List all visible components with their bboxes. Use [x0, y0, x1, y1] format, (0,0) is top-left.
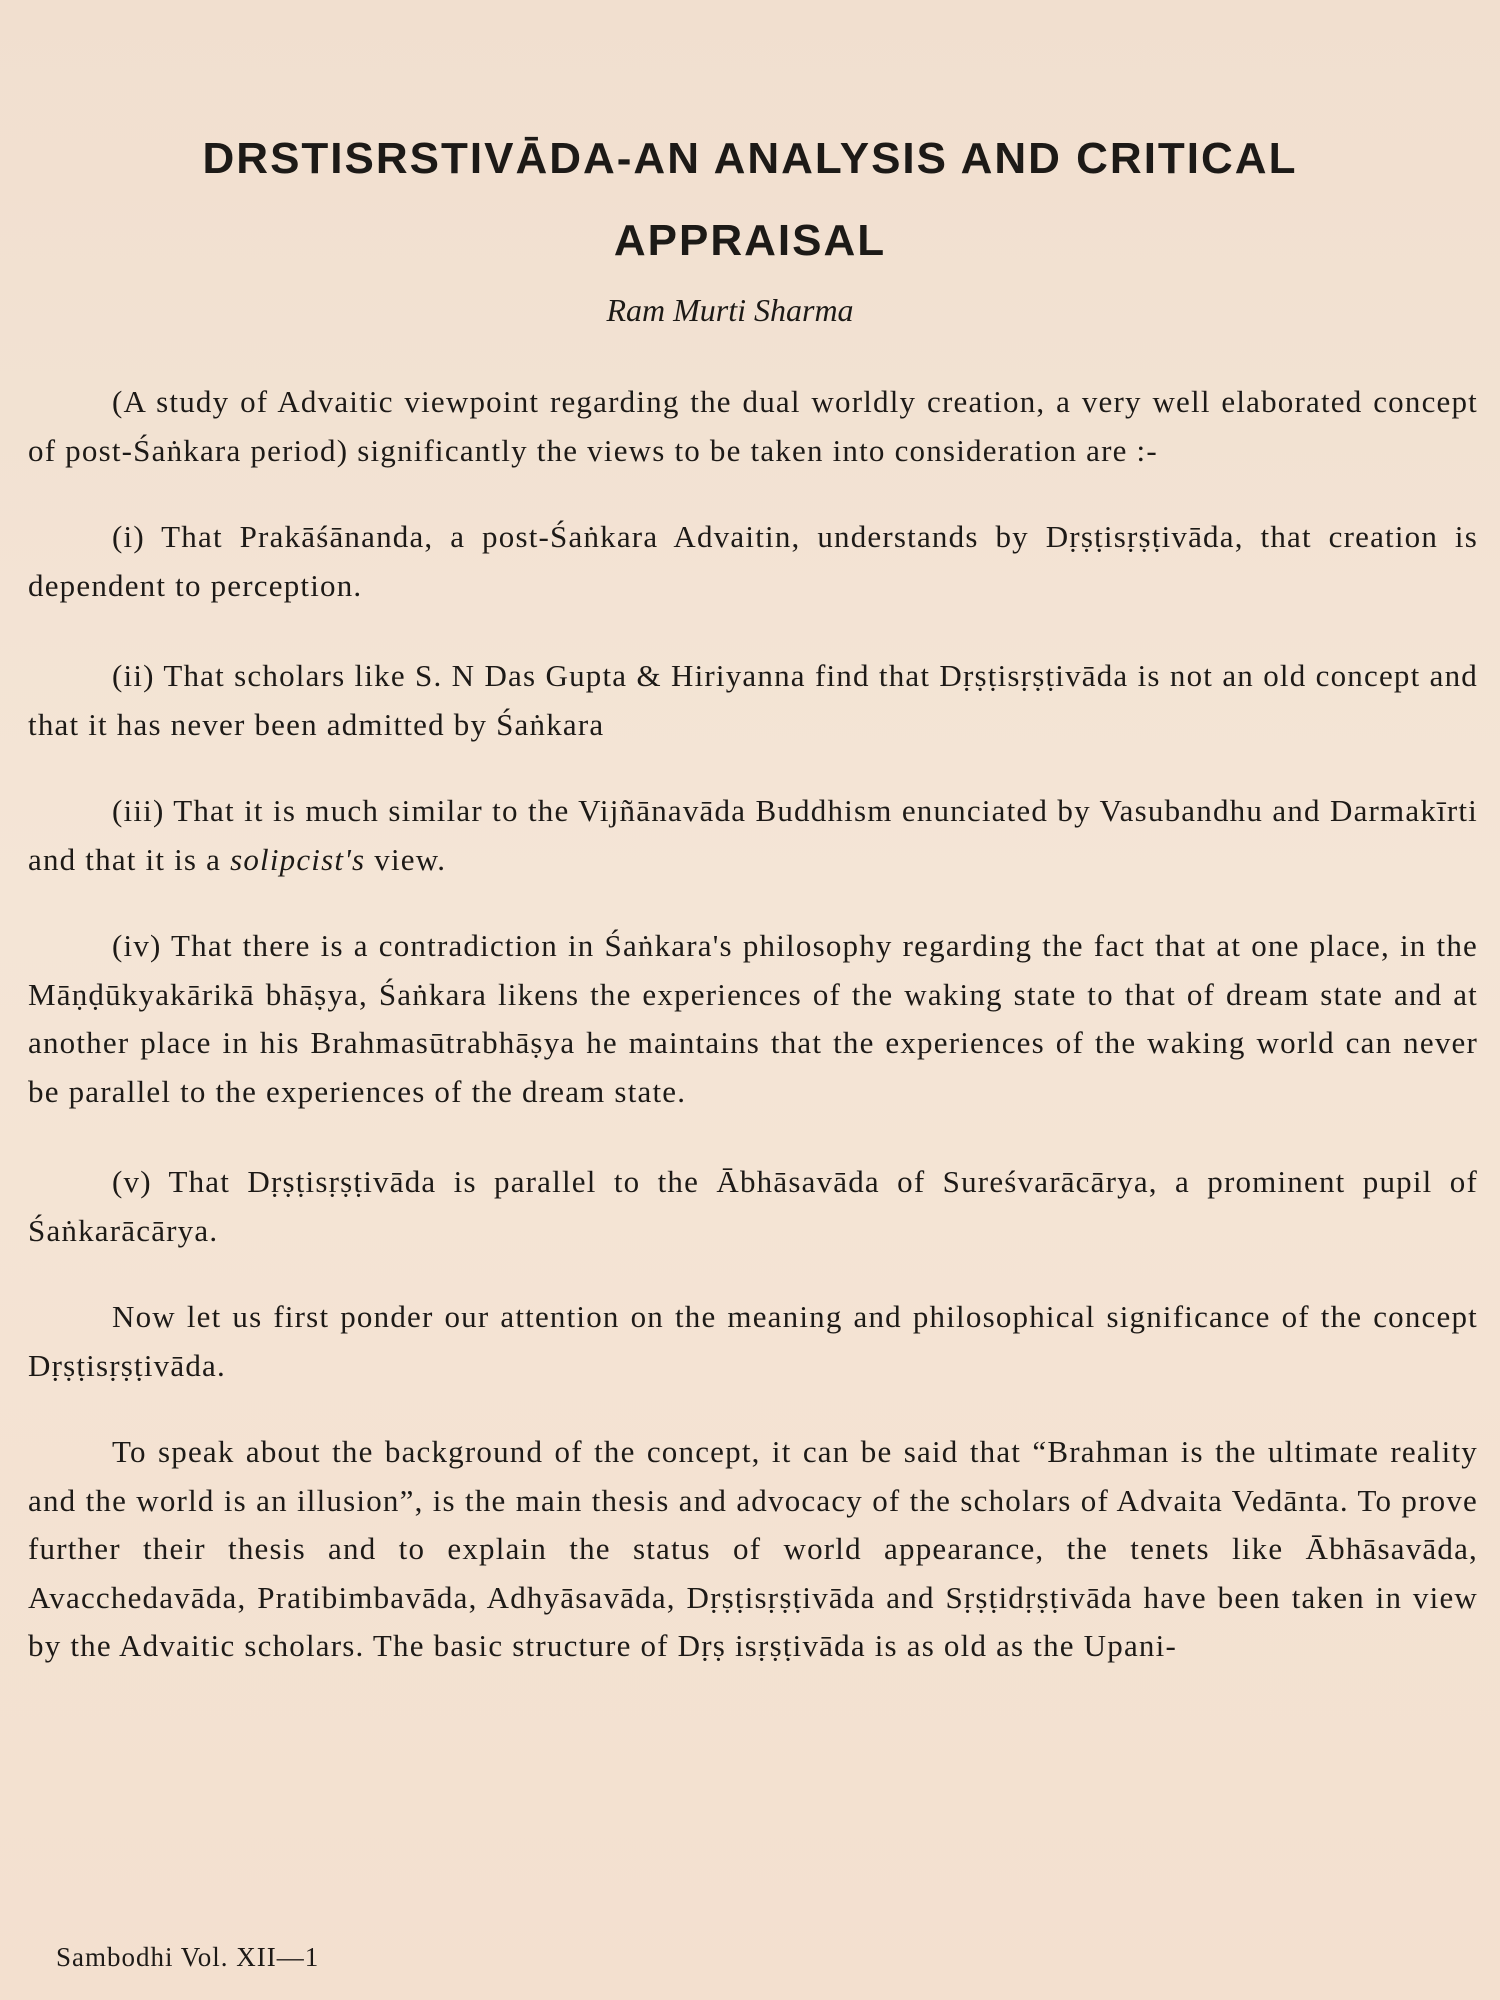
point-3-paragraph [28, 787, 1478, 884]
journal-footer: Sambodhi Vol. XII—1 [56, 1942, 320, 1972]
article-title [60, 118, 1440, 282]
author-name: Ram Murti Sharma [606, 292, 854, 328]
article-body [28, 378, 1478, 1713]
intro-paragraph: (A study of Advaitic viewpoint regarding the dual worldly creation, a very well elaborated concept of post-Śaṅkara period) significantly the views to be taken into consideration are :- [28, 384, 1478, 468]
point-3-italic-term: solipcist's [230, 841, 366, 877]
title-line-1: DRSTISRSTIVĀDA-AN ANALYSIS AND CRITICAL [202, 134, 1298, 183]
background-paragraph: To speak about the background of the concept, it can be said that “Brahman is the ultimate reality and the world is an illusion”, is the main thesis and advocacy of the scholars of Advaita Vedānta. To prove further their thesis and to explain the status of world appearance, the tenets like Ābhāsavāda, Avacchedavāda, Pratibimbavāda, Adhyāsavāda, Dṛṣṭisṛṣṭivāda and Sṛṣṭidṛṣṭivāda have been taken in view by the Advaitic scholars. The basic structure of Dṛṣ isṛṣṭivāda is as old as the Upani- [28, 1434, 1478, 1663]
point-3-text-end: view. [365, 841, 447, 877]
point-2-paragraph: (ii) That scholars like S. N Das Gupta & Hiriyanna find that Dṛṣṭisṛṣṭivāda is not an old concept and that it has never been admitted by Śaṅkara [28, 658, 1478, 742]
point-4-paragraph: (iv) That there is a contradiction in Śaṅkara's philosophy regarding the fact that at one place, in the Māṇḍūkyakārikā bhāṣya, Śaṅkara likens the experiences of the waking state to that of dream state and at another place in his Brahmasūtrabhāṣya he maintains that the experiences of the waking world can never be parallel to the experiences of the dream state. [28, 928, 1478, 1109]
point-5-paragraph: (v) That Dṛṣṭisṛṣṭivāda is parallel to the Ābhāsavāda of Sureśvarācārya, a prominent pupil of Śaṅkarācārya. [28, 1164, 1478, 1248]
point-3-text-start: (iii) That it is much similar to the Vijñānavāda Buddhism enunciated by Vasubandhu and Darmakīrti and that it is a [28, 793, 1478, 877]
point-1-paragraph: (i) That Prakāśānanda, a post-Śaṅkara Advaitin, understands by Dṛṣṭisṛṣṭivāda, that creation is dependent to perception. [28, 519, 1478, 603]
ponder-paragraph: Now let us first ponder our attention on the meaning and philosophical significance of the concept Dṛṣṭisṛṣṭivāda. [28, 1299, 1478, 1383]
title-line-2: APPRAISAL [613, 216, 887, 265]
